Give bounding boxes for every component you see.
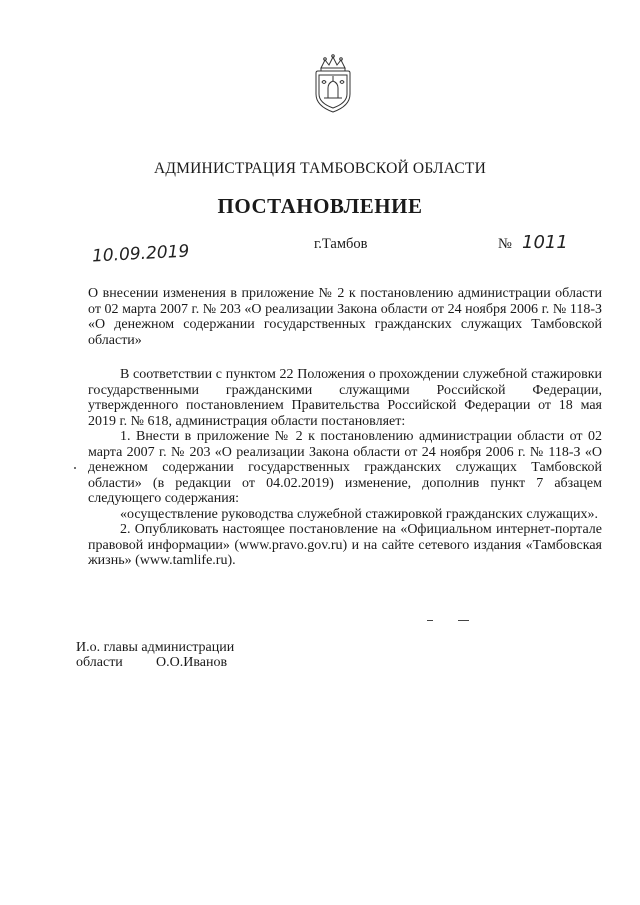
organization-title: АДМИНИСТРАЦИЯ ТАМБОВСКОЙ ОБЛАСТИ xyxy=(154,160,486,177)
document-number-label: № xyxy=(498,236,512,252)
signatory-name: О.О.Иванов xyxy=(156,655,228,670)
document-type-heading: ПОСТАНОВЛЕНИЕ xyxy=(217,194,423,218)
document-number: 1011 xyxy=(522,232,568,253)
item-2-paragraph: 2. Опубликовать настоящее постановление на «Официальном интернет-портале правовой информации» (www.pravo.gov.ru) и на сайте сетевого издания «Тамбовская жизнь» (www.tamlife.ru). xyxy=(88,522,602,568)
document-body xyxy=(88,367,602,569)
signatory-title: И.о. главы администрации xyxy=(76,640,235,655)
stray-mark xyxy=(427,620,433,621)
tambov-coat-of-arms-icon xyxy=(313,52,353,114)
signatory-region: области xyxy=(76,655,123,670)
document-city: г.Тамбов xyxy=(314,236,368,252)
document-date: 10.09.2019 xyxy=(91,241,190,267)
quoted-text-paragraph: «осуществление руководства служебной стажировкой гражданских служащих». xyxy=(120,506,599,522)
stray-mark xyxy=(458,620,469,621)
document-subject: О внесении изменения в приложение № 2 к постановлению администрации области от 02 марта 2007 г. № 203 «О реализации Закона области от 24 ноября 2006 г. № 118-З «О денежном содержании государственных гражданских служащих Тамбовской области» xyxy=(88,286,602,348)
preamble-paragraph: В соответствии с пунктом 22 Положения о прохождении служебной стажировки государственными гражданскими служащими Российской Федерации, утвержденного постановлением Правительства Российской Федерации от 18 мая 2019 г. № 618, администрация области постановляет: xyxy=(88,367,602,429)
item-1-paragraph: 1. Внести в приложение № 2 к постановлению администрации области от 02 марта 2007 г. № 203 «О реализации Закона области от 24 ноября 2006 г. № 118-З «О денежном содержании государственных гражданских служащих Тамбовской области» (в редакции от 04.02.2019) изменение, дополнив пункт 7 абзацем следующего содержания: xyxy=(88,429,602,506)
margin-mark xyxy=(74,467,76,469)
